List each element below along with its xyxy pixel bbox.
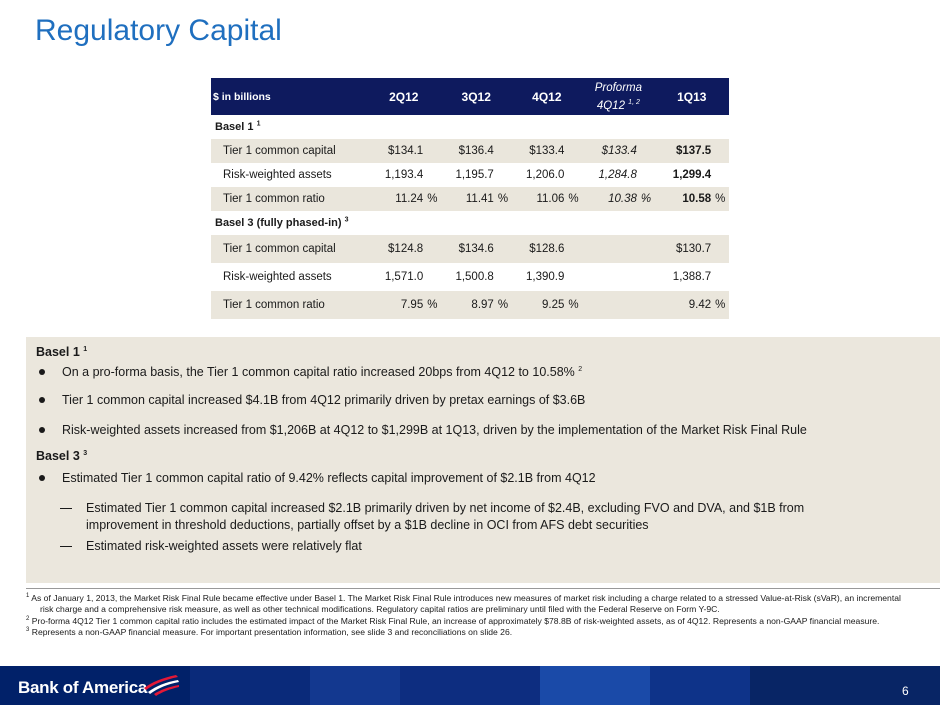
basel1-section-row xyxy=(211,115,729,139)
header-proforma-sup: 1, 2 xyxy=(628,98,640,106)
footnote-text: Represents a non-GAAP financial measure. For important presentation information, see slide 3 and reconciliations on slide 26. xyxy=(31,626,513,637)
percent-sign: % xyxy=(425,291,441,319)
cell-3q12: 8.97 xyxy=(441,291,496,319)
footer-block xyxy=(310,666,400,705)
footnote-sup: 1 xyxy=(26,593,30,600)
basel1-label: Basel 1 xyxy=(215,121,254,133)
row-label: Tier 1 common capital xyxy=(211,235,367,263)
row-label: Risk-weighted assets xyxy=(223,271,332,283)
percent-sign: % xyxy=(496,291,512,319)
footer-block xyxy=(540,666,650,705)
commentary-panel xyxy=(26,337,940,583)
footnote-text: As of January 1, 2013, the Market Risk Final Rule became effective under Basel 1. The Market Risk Final Rule introduces new measures of market risk including a charge related to a stressed Value-at-Risk (sVaR), an incremental risk charge and a comprehensive risk measure, as well as other technical modifications. Regulatory capital ratios are preliminary until filed with the Federal Reserve on Form Y-9C. xyxy=(31,593,901,615)
page-title: Regulatory Capital xyxy=(35,14,282,47)
footer-block xyxy=(400,666,540,705)
cell-3q12: 11.41 xyxy=(441,187,496,211)
cell-2q12: 1,571.0 xyxy=(384,271,424,283)
footnote-text: Pro-forma 4Q12 Tier 1 common capital ratio includes the estimated impact of the Market Risk Final Rule, an increase of approximately $78.8B of risk-weighted assets, as of 4Q12. Represents a non-GAAP financial measure. xyxy=(31,615,880,626)
footnotes xyxy=(26,593,916,638)
cell-2q12: $124.8 xyxy=(367,235,426,263)
bullet-dot-icon xyxy=(39,369,45,375)
dash-text: Estimated risk-weighted assets were relatively flat xyxy=(86,539,362,553)
footnote-divider xyxy=(26,588,940,589)
header-4q12: 4Q12 xyxy=(512,78,583,115)
cell-3q12: 1,195.7 xyxy=(455,169,494,181)
percent-sign: % xyxy=(639,187,655,211)
footer-block xyxy=(750,666,940,705)
cell-2q12: 11.24 xyxy=(367,187,426,211)
footnote-1 xyxy=(26,593,916,616)
bullet-text: Risk-weighted assets increased from $1,206B at 4Q12 to $1,299B at 1Q13, driven by the implementation of the Market Risk Final Rule xyxy=(62,423,807,437)
cell-3q12: $136.4 xyxy=(441,139,496,163)
table-header-row xyxy=(211,78,729,115)
bullet-text: Tier 1 common capital increased $4.1B from 4Q12 primarily driven by pretax earnings of $3.6B xyxy=(62,393,586,407)
flagscape-logo-icon xyxy=(142,672,180,696)
percent-sign: % xyxy=(566,187,582,211)
bullet-sup: 2 xyxy=(578,365,583,373)
cell-4q12: $133.4 xyxy=(512,139,567,163)
row-label: Tier 1 common ratio xyxy=(211,187,367,211)
footer-block xyxy=(650,666,750,705)
cell-2q12: $134.1 xyxy=(367,139,426,163)
cell-3q12: 1,500.8 xyxy=(455,271,494,283)
percent-sign: % xyxy=(713,187,729,211)
basel3-sup: 3 xyxy=(344,216,349,224)
basel1-heading-sup: 1 xyxy=(83,345,88,353)
header-1q13: 1Q13 xyxy=(655,78,729,115)
bullet-dot-icon xyxy=(39,427,45,433)
table-row xyxy=(211,163,729,187)
percent-sign: % xyxy=(713,291,729,319)
cell-3q12: $134.6 xyxy=(441,235,496,263)
cell-1q13: 1,388.7 xyxy=(672,271,712,283)
bullet-dot-icon xyxy=(39,397,45,403)
table-row xyxy=(211,291,729,319)
basel3-label: Basel 3 (fully phased-in) xyxy=(215,217,342,229)
table-row xyxy=(211,139,729,163)
cell-1q13: $137.5 xyxy=(655,139,714,163)
page-number: 6 xyxy=(902,684,909,698)
header-2q12: 2Q12 xyxy=(367,78,441,115)
dash-icon xyxy=(60,508,72,509)
percent-sign: % xyxy=(425,187,441,211)
cell-proforma: $133.4 xyxy=(582,139,639,163)
cell-2q12: 7.95 xyxy=(367,291,426,319)
table-row xyxy=(211,187,729,211)
cell-1q13: 9.42 xyxy=(655,291,714,319)
cell-4q12: $128.6 xyxy=(512,235,567,263)
dash-text: Estimated Tier 1 common capital increased $2.1B primarily driven by net income of $2.4B, excluding FVO and DVA, and $1B from improvement in threshold deductions, partially offset by a $1B decline in OCI from AFS debt securities xyxy=(86,501,805,532)
cell-1q13: 10.58 xyxy=(655,187,714,211)
bullet-dot-icon xyxy=(39,475,45,481)
row-label: Tier 1 common capital xyxy=(211,139,367,163)
header-units: $ in billions xyxy=(211,78,367,115)
basel3-heading-text: Basel 3 xyxy=(36,449,80,463)
dash-icon xyxy=(60,546,72,547)
cell-2q12: 1,193.4 xyxy=(384,169,424,181)
bullet-text: Estimated Tier 1 common capital ratio of 9.42% reflects capital improvement of $2.1B from 4Q12 xyxy=(62,471,596,485)
basel3-heading xyxy=(36,449,87,463)
percent-sign: % xyxy=(566,291,582,319)
cell-1q13: $130.7 xyxy=(655,235,714,263)
row-label: Tier 1 common ratio xyxy=(211,291,367,319)
cell-4q12: 1,390.9 xyxy=(526,271,565,283)
footer-block xyxy=(190,666,310,705)
basel1-section-label xyxy=(211,115,729,139)
cell-proforma: 1,284.8 xyxy=(598,169,637,181)
header-proforma-bottom: 4Q12 xyxy=(596,99,625,112)
header-proforma xyxy=(582,78,654,115)
basel1-heading xyxy=(36,345,87,359)
bank-of-america-logo-text: Bank of America xyxy=(18,678,148,697)
cell-1q13: 1,299.4 xyxy=(672,169,712,181)
basel1-heading-text: Basel 1 xyxy=(36,345,80,359)
header-proforma-top: Proforma xyxy=(594,81,642,94)
basel1-sup: 1 xyxy=(256,120,261,128)
header-3q12: 3Q12 xyxy=(441,78,512,115)
footnote-sup: 3 xyxy=(26,627,30,634)
cell-4q12: 1,206.0 xyxy=(526,169,565,181)
footnote-2 xyxy=(26,616,916,627)
basel3-heading-sup: 3 xyxy=(83,449,88,457)
cell-proforma: 10.38 xyxy=(582,187,639,211)
footnote-sup: 2 xyxy=(26,615,30,622)
cell-4q12: 9.25 xyxy=(512,291,567,319)
basel3-section-label xyxy=(211,211,729,235)
table-row xyxy=(211,235,729,263)
cell-4q12: 11.06 xyxy=(512,187,567,211)
footnote-3 xyxy=(26,627,916,638)
regulatory-capital-table xyxy=(211,78,729,319)
table-row xyxy=(211,263,729,291)
percent-sign: % xyxy=(496,187,512,211)
basel3-section-row xyxy=(211,211,729,235)
bullet-text: On a pro-forma basis, the Tier 1 common capital ratio increased 20bps from 4Q12 to 10.58% xyxy=(62,365,575,379)
row-label: Risk-weighted assets xyxy=(223,169,332,181)
